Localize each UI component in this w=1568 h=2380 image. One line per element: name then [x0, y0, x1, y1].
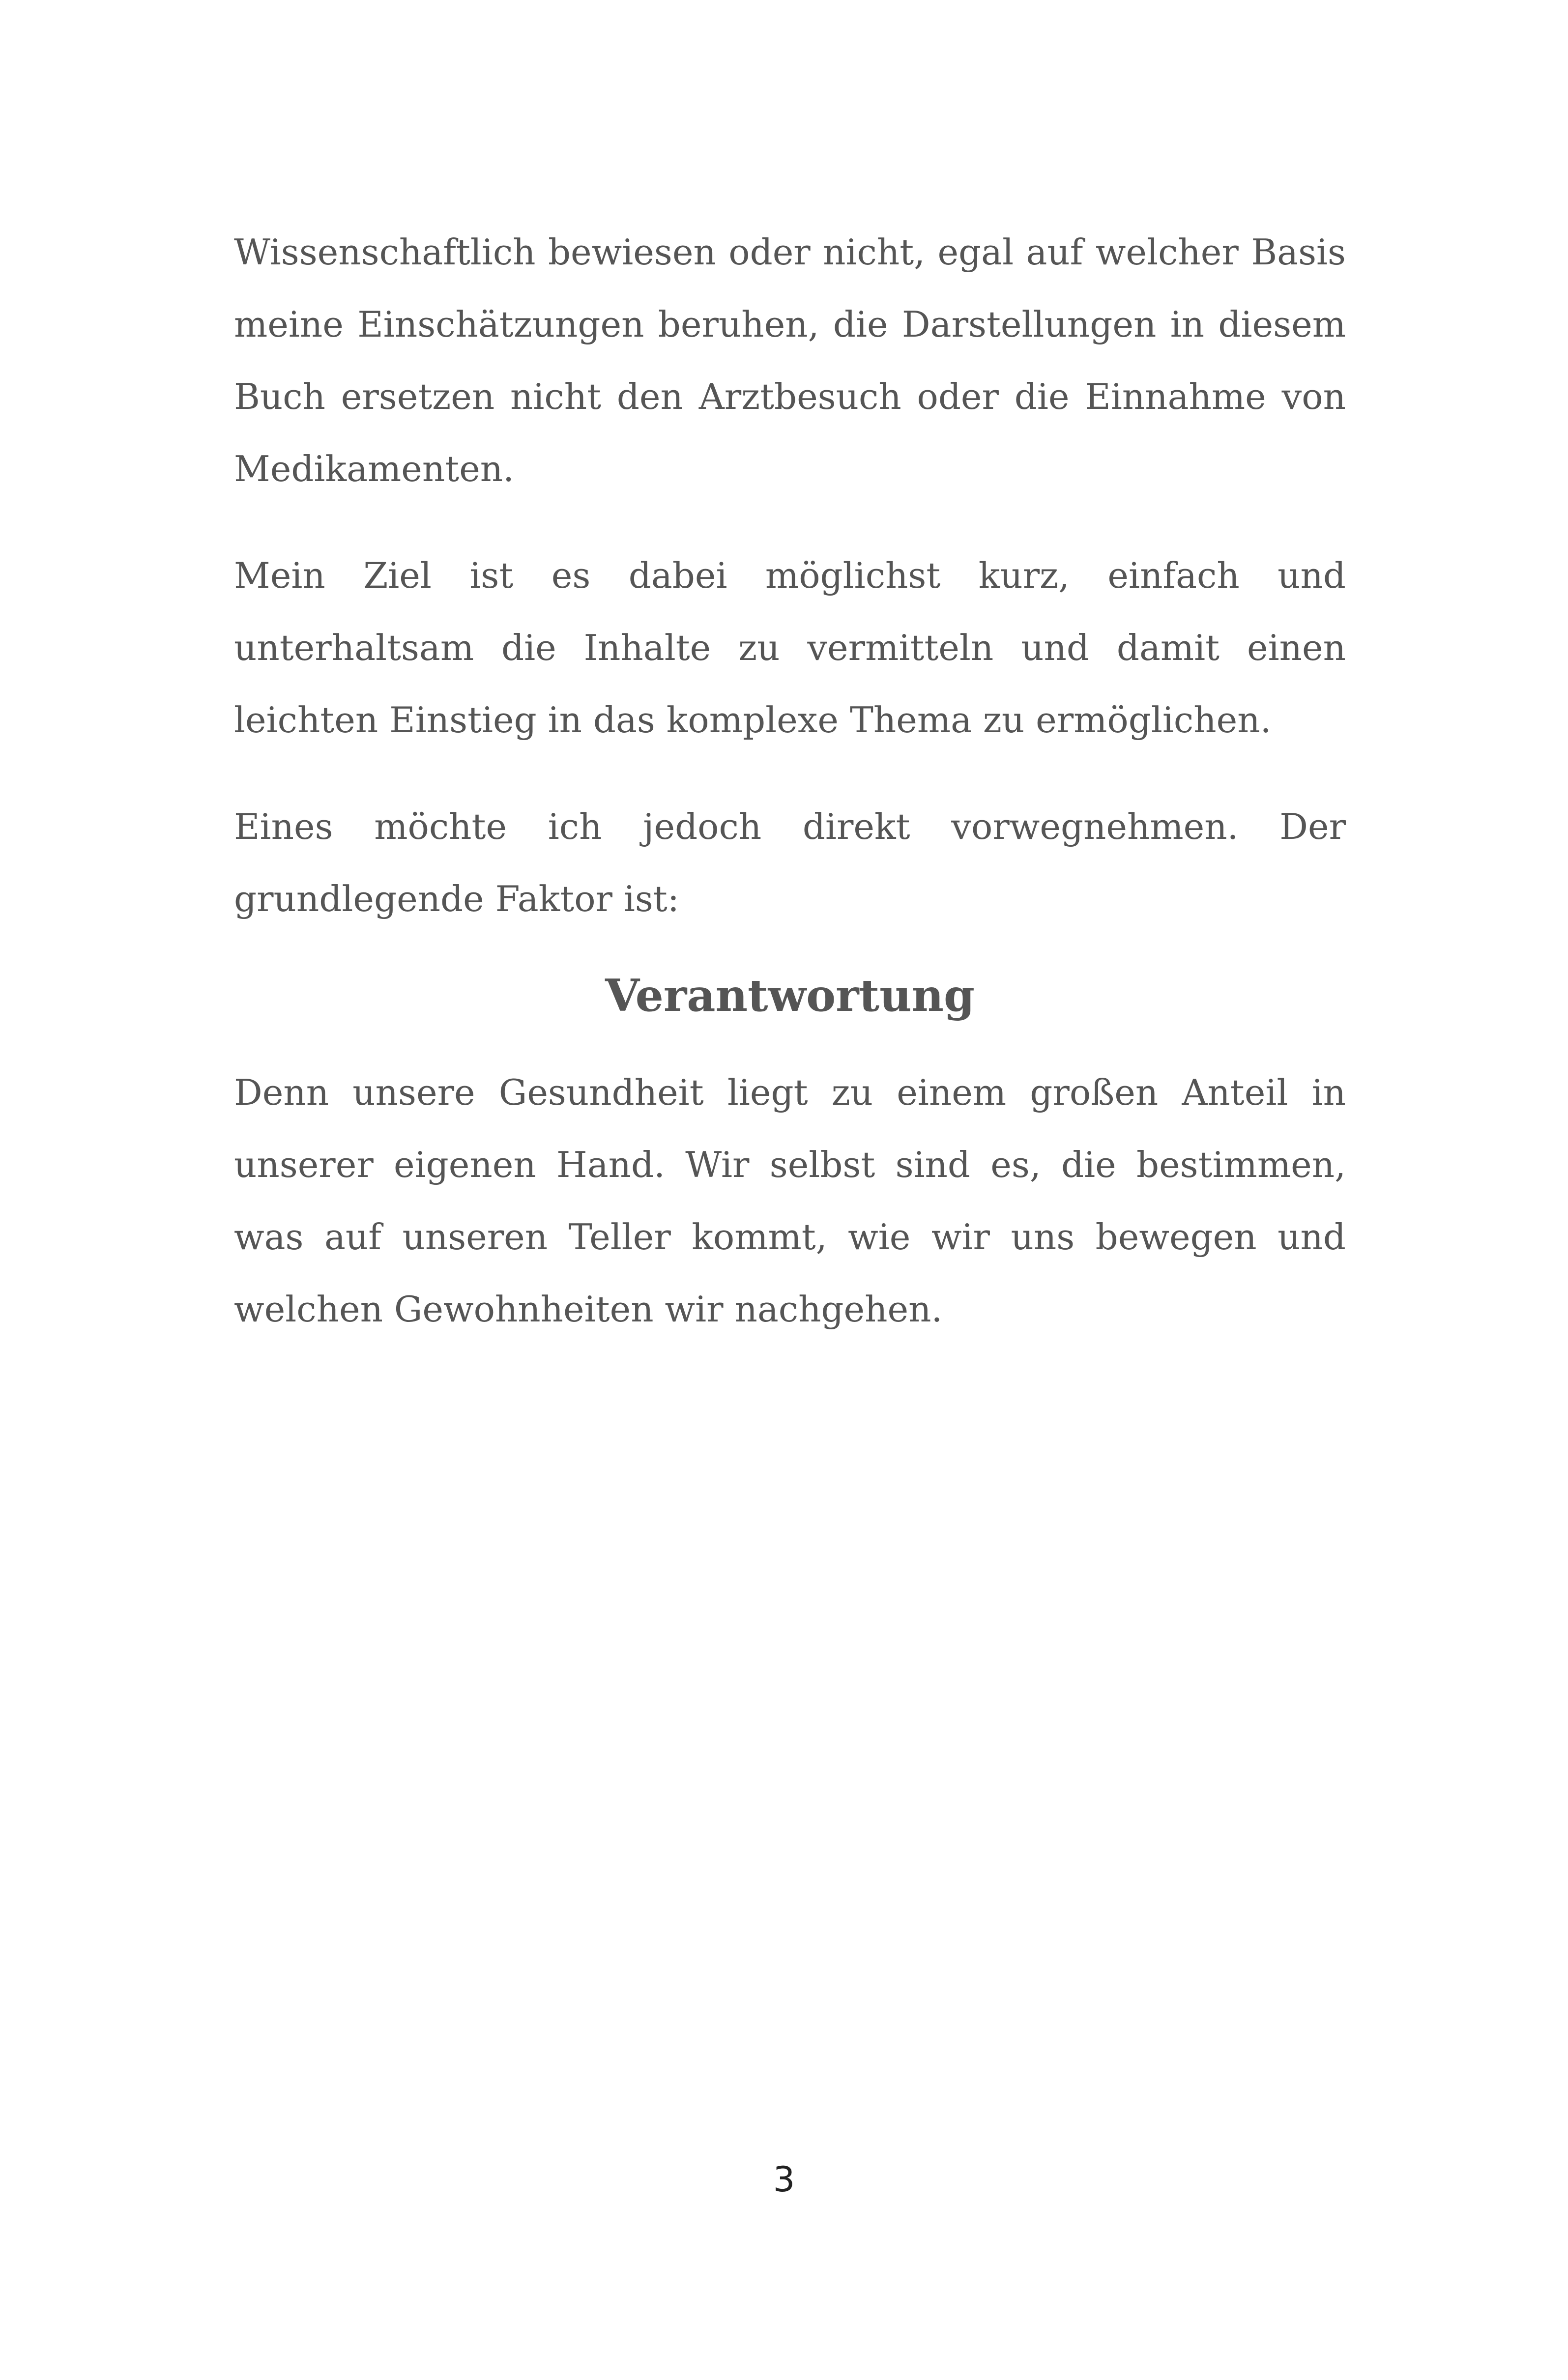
paragraph-responsibility: Denn unsere Gesundheit liegt zu einem großen Anteil in unserer eigenen Hand. Wir selbst sind es, die bestimmen, was auf unseren Teller kommt, wie wir uns bewegen und welchen Gewohnheiten wir nachgehen.	[234, 1072, 1346, 1330]
body-text	[234, 216, 1346, 1346]
paragraph-disclaimer: Wissenschaftlich bewiesen oder nicht, egal auf welcher Basis meine Einschätzungen beruhen, die Darstellungen in diesem Buch ersetzen nicht den Arztbesuch oder die Einnahme von Medikamenten.	[234, 231, 1346, 489]
section-heading: Verantwortung	[605, 970, 975, 1022]
paragraph-goal: Mein Ziel ist es dabei möglichst kurz, einfach und unterhaltsam die Inhalte zu vermitteln und damit einen leichten Einstieg in das komplexe Thema zu ermöglichen.	[234, 555, 1346, 741]
page-number: 3	[773, 2159, 795, 2200]
paragraph-intro-factor: Eines möchte ich jedoch direkt vorwegnehmen. Der grundlegende Faktor ist:	[234, 806, 1346, 919]
